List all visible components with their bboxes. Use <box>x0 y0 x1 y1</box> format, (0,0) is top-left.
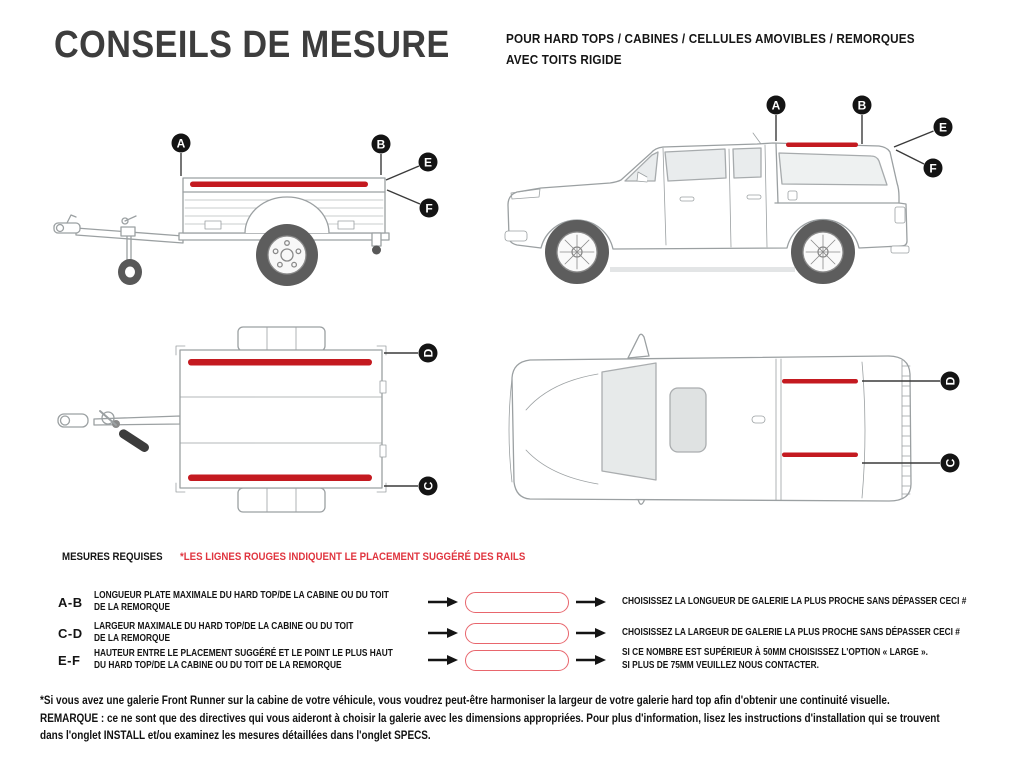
required-measures-heading: MESURES REQUISES <box>62 551 163 563</box>
marker-e <box>934 118 953 137</box>
footnote-line-1: *Si vous avez une galerie Front Runner sur la cabine de votre véhicule, vous voudrez peut-être harmoniser la largeur de votre galerie hard top afin d'obtenir une continuité visuelle. <box>40 693 890 707</box>
measure-instruction: CHOISISSEZ LA LONGUEUR DE GALERIE LA PLUS PROCHE SANS DÉPASSER CECI # <box>622 595 967 607</box>
measurement-write-in-pill <box>465 592 569 613</box>
measure-row-ab <box>58 587 1024 617</box>
svg-text:D: D <box>421 348 436 358</box>
arrow-right-icon <box>576 654 606 666</box>
svg-text:D: D <box>943 376 958 386</box>
subtitle-line-2: AVEC TOITS RIGIDE <box>506 52 622 68</box>
svg-text:A: A <box>771 98 781 113</box>
marker-b <box>853 96 872 115</box>
truck-top-view-diagram <box>500 330 970 530</box>
truck-side-view-diagram <box>495 85 975 300</box>
marker-leader-lines <box>384 353 418 486</box>
arrow-right-icon <box>428 627 458 639</box>
rail-placement-stripe <box>786 143 858 148</box>
marker-d <box>941 372 960 391</box>
marker-c <box>419 477 438 496</box>
measure-key: A-B <box>58 594 83 610</box>
rail-placement-stripe <box>190 182 368 188</box>
svg-text:C: C <box>421 481 436 491</box>
rail-placement-stripe <box>782 379 858 384</box>
marker-b <box>372 135 391 154</box>
arrow-right-icon <box>576 596 606 608</box>
trailer-top-view-diagram <box>50 315 470 530</box>
ground-shadow <box>610 267 795 272</box>
marker-f <box>420 199 439 218</box>
page-subtitle <box>506 28 915 70</box>
rail-placement-stripe <box>188 475 372 482</box>
arrow-right-icon <box>428 654 458 666</box>
svg-text:B: B <box>376 137 386 152</box>
marker-a <box>767 96 786 115</box>
measure-key: C-D <box>58 625 83 641</box>
marker-a <box>172 134 191 153</box>
measure-row-ef <box>58 645 982 675</box>
measure-description: LONGUEUR PLATE MAXIMALE DU HARD TOP/DE LA CABINE OU DU TOIT DE LA REMORQUE <box>94 590 389 613</box>
measure-row-cd <box>58 618 1020 648</box>
red-lines-note: *LES LIGNES ROUGES INDIQUENT LE PLACEMENT SUGGÉRÉ DES RAILS <box>180 551 526 563</box>
svg-text:C: C <box>943 458 958 468</box>
measure-description: HAUTEUR ENTRE LE PLACEMENT SUGGÉRÉ ET LE POINT LE PLUS HAUT DU HARD TOP/DE LA CABINE OU DU TOIT DE LA REMORQUE <box>94 648 393 671</box>
arrow-right-icon <box>428 596 458 608</box>
svg-text:F: F <box>425 201 433 216</box>
svg-text:A: A <box>176 136 186 151</box>
marker-d <box>419 344 438 363</box>
measure-instruction: CHOISISSEZ LA LARGEUR DE GALERIE LA PLUS PROCHE SANS DÉPASSER CECI # <box>622 626 960 638</box>
rail-placement-stripe <box>188 359 372 366</box>
footnote-line-2: REMARQUE : ce ne sont que des directives qui vous aideront à choisir la galerie avec les dimensions appropriées. Pour plus d'information, lisez les instructions d'installation qui se trouvent <box>40 710 940 725</box>
trailer-side-view-diagram <box>40 100 460 310</box>
subtitle-line-1: POUR HARD TOPS / CABINES / CELLULES AMOVIBLES / REMORQUES <box>506 31 915 46</box>
footnote <box>40 692 1019 745</box>
measure-key: E-F <box>58 652 81 668</box>
footnote-line-3: dans l'onglet INSTALL et/ou examinez les mesures détaillées dans l'onglet SPECS. <box>40 728 431 743</box>
marker-f <box>924 159 943 178</box>
rail-placement-stripe <box>782 453 858 458</box>
measurement-write-in-pill <box>465 623 569 644</box>
svg-text:F: F <box>929 161 937 176</box>
measurement-write-in-pill <box>465 650 569 671</box>
marker-e <box>419 153 438 172</box>
arrow-right-icon <box>576 627 606 639</box>
measure-instruction: SI CE NOMBRE EST SUPÉRIEUR À 50MM CHOISISSEZ L'OPTION « LARGE ». SI PLUS DE 75MM VEUILLEZ NOUS CONTACTER. <box>622 647 928 671</box>
measure-description: LARGEUR MAXIMALE DU HARD TOP/DE LA CABINE OU DU TOIT DE LA REMORQUE <box>94 621 354 644</box>
marker-c <box>941 454 960 473</box>
svg-text:B: B <box>857 98 867 113</box>
svg-text:E: E <box>423 155 433 170</box>
svg-text:E: E <box>938 120 948 135</box>
page-title: CONSEILS DE MESURE <box>54 24 450 66</box>
